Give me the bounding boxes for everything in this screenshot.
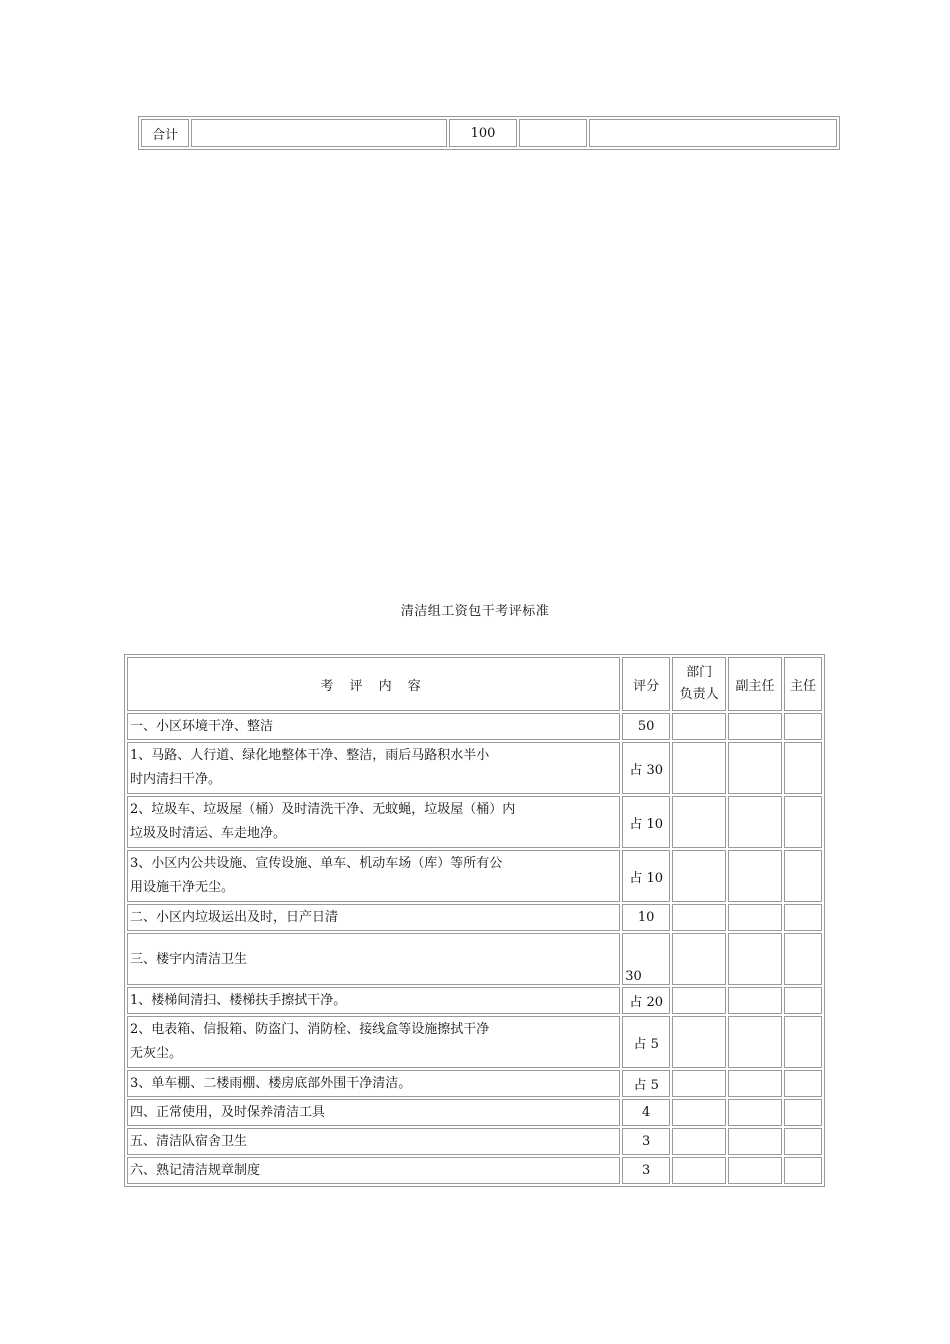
row-content: 四、正常使用，及时保养清洁工具 <box>127 1099 620 1126</box>
row-score: 占 5 <box>622 1016 670 1068</box>
table-row <box>127 904 822 931</box>
table-row <box>141 119 837 147</box>
header-deputy-director: 副主任 <box>728 657 782 711</box>
table-row <box>127 1128 822 1155</box>
signature-cell <box>728 1070 782 1097</box>
signature-cell <box>784 1070 822 1097</box>
row-content-line: 3、小区内公共设施、宣传设施、单车、机动车场（库）等所有公 <box>130 856 503 871</box>
signature-cell <box>672 1070 726 1097</box>
row-score: 3 <box>622 1128 670 1155</box>
table-row <box>127 1070 822 1097</box>
table-row <box>127 933 822 985</box>
signature-cell <box>728 987 782 1014</box>
row-content: 1、楼梯间清扫、楼梯扶手擦拭干净。 <box>127 987 620 1014</box>
signature-cell <box>784 850 822 902</box>
row-score: 30 <box>622 933 670 985</box>
row-score: 占 30 <box>622 742 670 794</box>
signature-cell <box>784 1099 822 1126</box>
row-content: 五、清洁队宿舍卫生 <box>127 1128 620 1155</box>
row-score: 占 10 <box>622 850 670 902</box>
empty-cell <box>519 119 587 147</box>
signature-cell <box>728 1157 782 1184</box>
table-row <box>127 1157 822 1184</box>
header-content: 考 评 内 容 <box>127 657 620 711</box>
signature-cell <box>784 1157 822 1184</box>
table-row <box>127 796 822 848</box>
summary-table <box>138 116 840 150</box>
row-content-line: 2、垃圾车、垃圾屋（桶）及时清洗干净、无蚊蝇，垃圾屋（桶）内 <box>130 802 516 817</box>
row-content: 二、小区内垃圾运出及时，日产日清 <box>127 904 620 931</box>
row-content <box>127 1016 620 1068</box>
signature-cell <box>784 987 822 1014</box>
signature-cell <box>728 1128 782 1155</box>
header-row <box>127 657 822 711</box>
signature-cell <box>784 904 822 931</box>
empty-cell <box>191 119 447 147</box>
signature-cell <box>672 987 726 1014</box>
total-score: 100 <box>449 119 517 147</box>
table-row <box>127 1016 822 1068</box>
evaluation-table <box>124 654 825 1187</box>
row-content-line: 2、电表箱、信报箱、防盗门、消防栓、接线盒等设施擦拭干净 <box>130 1022 490 1037</box>
table-row <box>127 850 822 902</box>
table-row <box>127 713 822 740</box>
row-content: 三、楼宇内清洁卫生 <box>127 933 620 985</box>
signature-cell <box>728 1099 782 1126</box>
row-content-line: 用设施干净无尘。 <box>130 880 235 895</box>
signature-cell <box>728 796 782 848</box>
table-row <box>127 987 822 1014</box>
empty-cell <box>589 119 837 147</box>
row-score: 占 5 <box>622 1070 670 1097</box>
row-score: 50 <box>622 713 670 740</box>
signature-cell <box>672 933 726 985</box>
signature-cell <box>784 796 822 848</box>
header-score: 评分 <box>622 657 670 711</box>
row-content-line: 无灰尘。 <box>130 1046 183 1061</box>
row-score: 占 10 <box>622 796 670 848</box>
signature-cell <box>728 933 782 985</box>
page-title: 清洁组工资包干考评标准 <box>400 604 550 619</box>
signature-cell <box>672 1157 726 1184</box>
signature-cell <box>672 713 726 740</box>
row-content: 六、熟记清洁规章制度 <box>127 1157 620 1184</box>
signature-cell <box>728 713 782 740</box>
row-score: 占 20 <box>622 987 670 1014</box>
row-content <box>127 850 620 902</box>
row-content-line: 时内清扫干净。 <box>130 772 222 787</box>
row-content-line: 1、马路、人行道、绿化地整体干净、整洁，雨后马路积水半小 <box>130 748 490 763</box>
signature-cell <box>784 1016 822 1068</box>
signature-cell <box>784 933 822 985</box>
header-director: 主任 <box>784 657 822 711</box>
row-content <box>127 796 620 848</box>
signature-cell <box>728 904 782 931</box>
signature-cell <box>672 1016 726 1068</box>
signature-cell <box>672 904 726 931</box>
signature-cell <box>672 1099 726 1126</box>
row-content <box>127 742 620 794</box>
signature-cell <box>784 742 822 794</box>
header-dept-head-line1: 部门 <box>686 665 713 680</box>
row-content-line: 垃圾及时清运、车走地净。 <box>130 826 287 841</box>
row-content: 3、单车棚、二楼雨棚、楼房底部外围干净清洁。 <box>127 1070 620 1097</box>
row-score: 4 <box>622 1099 670 1126</box>
total-label: 合计 <box>141 119 189 147</box>
signature-cell <box>672 1128 726 1155</box>
signature-cell <box>672 850 726 902</box>
signature-cell <box>784 1128 822 1155</box>
signature-cell <box>728 742 782 794</box>
row-score: 10 <box>622 904 670 931</box>
signature-cell <box>672 796 726 848</box>
header-dept-head-line2: 负责人 <box>679 687 719 702</box>
row-score: 3 <box>622 1157 670 1184</box>
row-content: 一、小区环境干净、整洁 <box>127 713 620 740</box>
table-row <box>127 1099 822 1126</box>
signature-cell <box>728 1016 782 1068</box>
table-row <box>127 742 822 794</box>
signature-cell <box>728 850 782 902</box>
signature-cell <box>784 713 822 740</box>
header-dept-head <box>672 657 726 711</box>
signature-cell <box>672 742 726 794</box>
